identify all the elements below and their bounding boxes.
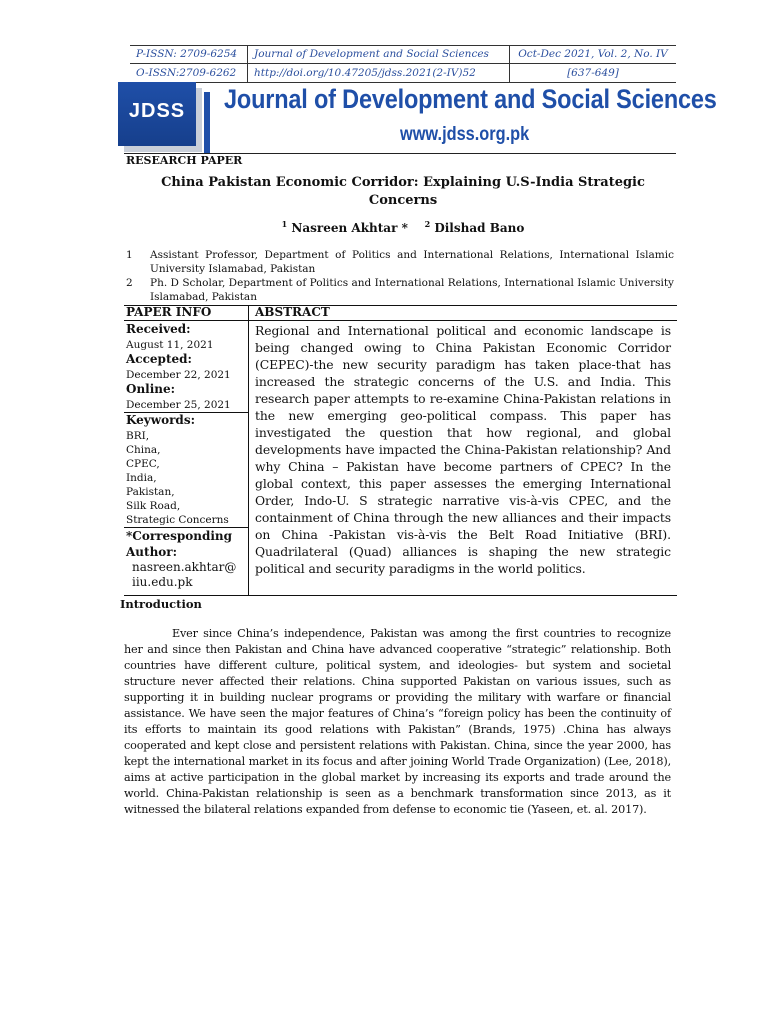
accepted-date: December 22, 2021 [126,369,231,381]
online-label: Online: [126,382,176,396]
doi-link[interactable]: http://doi.org/10.47205/jdss.2021(2-IV)52 [248,64,510,82]
paper-title: China Pakistan Economic Corridor: Explaining U.S-India Strategic Concerns [161,175,645,208]
author-1-name: Nasreen Akhtar * [291,221,408,235]
abstract-text: Regional and International political and economic landscape is being changed owing to China Pakistan Economic Corridor (CEPEC)-the new security paradigm has taken place-that has increased the strategic concerns of the U.S. and India. This research paper attempts to re-examine China-Pakistan relations in the new emerging geo-political compass. This paper has investigated the question that how regional, and global developments have impacted the China-Pakistan relationship? And why China – Pakistan have become partners of CPEC? In the global context, this paper assesses the emerging International Order, Indo-U. S strategic narrative vis-à-vis CPEC, and the containment of China through the new alliances and their impacts on China -Pakistan vis-à-vis the Belt Road Initiative (BRI). Quadrilateral (Quad) alliances is shaping the new strategic political and security paradigms in the world politics. [255,323,671,576]
introduction-heading: Introduction [120,597,202,611]
corresponding-label-1: *Corresponding [126,529,233,543]
affiliation-1-text: Assistant Professor, Department of Politics and International Relations, International Islamic University Islamabad, Pakistan [150,249,674,275]
header-row-1 [130,45,676,63]
affiliation-1 [126,248,674,276]
table-divider [248,305,249,595]
affiliation-2 [126,276,674,304]
author-2-num: 2 [424,219,431,229]
p-issn: P-ISSN: 2709-6254 [130,45,248,63]
paper-info-heading: PAPER INFO [126,305,212,319]
journal-url[interactable]: www.jdss.org.pk [400,124,530,145]
online-date: December 25, 2021 [126,399,231,411]
keyword-item: China, [126,444,161,456]
o-issn: O-ISSN:2709-6262 [130,64,248,82]
author-list [130,219,676,235]
author-2-name: Dilshad Bano [434,221,525,235]
keyword-item: CPEC, [126,458,160,470]
affiliation-1-num: 1 [126,249,133,261]
jdss-logo [118,82,196,146]
keyword-item: Strategic Concerns [126,514,229,526]
journal-title: Journal of Development and Social Sciences [224,84,717,114]
keyword-item: India, [126,472,157,484]
issue-info: Oct-Dec 2021, Vol. 2, No. IV [518,48,668,60]
affiliation-2-num: 2 [126,277,133,289]
keywords-label: Keywords: [126,413,196,427]
keyword-item: BRI, [126,430,150,442]
received-label: Received: [126,322,191,336]
abstract-heading: ABSTRACT [255,305,330,319]
affiliation-2-text: Ph. D Scholar, Department of Politics and International Relations, International Islamic University Islamabad, Pakistan [150,277,674,303]
page-range: [637-649] [567,67,619,79]
header-rule-bottom [130,82,676,83]
corresponding-label-2: Author: [126,545,178,559]
paper-type: RESEARCH PAPER [126,154,243,167]
introduction-text: Ever since China’s independence, Pakistan was among the first countries to recognize her and since then Pakistan and China have advanced cooperative “strategic” relationship. Both countries have different culture, political system, and ideologies- but system and societal structure never affected their relations. China supported Pakistan on various issues, such as supporting it in building nuclear programs or providing the military with warfare or financial assistance. We have seen the major features of China’s “foreign policy has been the continuity of its efforts to maintain its good relations with Pakistan” (Brands, 1975) .China has always cooperated and kept close and persistent relations with Pakistan. China, since the year 2000, has kept the international market in its focus and after joining World Trade Organization) (Lee, 2018), aims at active participation in the global market by increasing its exports and trade around the world. China-Pakistan relationship is seen as a benchmark transformation since 2013, as it witnessed the bilateral relations expanded from defense to economic tie (Yaseen, et. al. 2017). [124,627,671,816]
paper-info-column [124,320,248,595]
logo-abbr: JDSS [128,100,186,122]
journal-name-header: Journal of Development and Social Sciences [248,45,510,63]
logo-stripe [204,92,210,154]
header-row-2 [130,64,676,82]
email-line-1[interactable]: nasreen.akhtar@ [132,560,237,574]
keyword-item: Silk Road, [126,500,181,512]
accepted-label: Accepted: [126,352,192,366]
received-date: August 11, 2021 [126,339,214,351]
email-line-2[interactable]: iiu.edu.pk [132,575,193,589]
keyword-item: Pakistan, [126,486,175,498]
table-rule-bottom [124,595,677,596]
author-1-num: 1 [281,219,288,229]
